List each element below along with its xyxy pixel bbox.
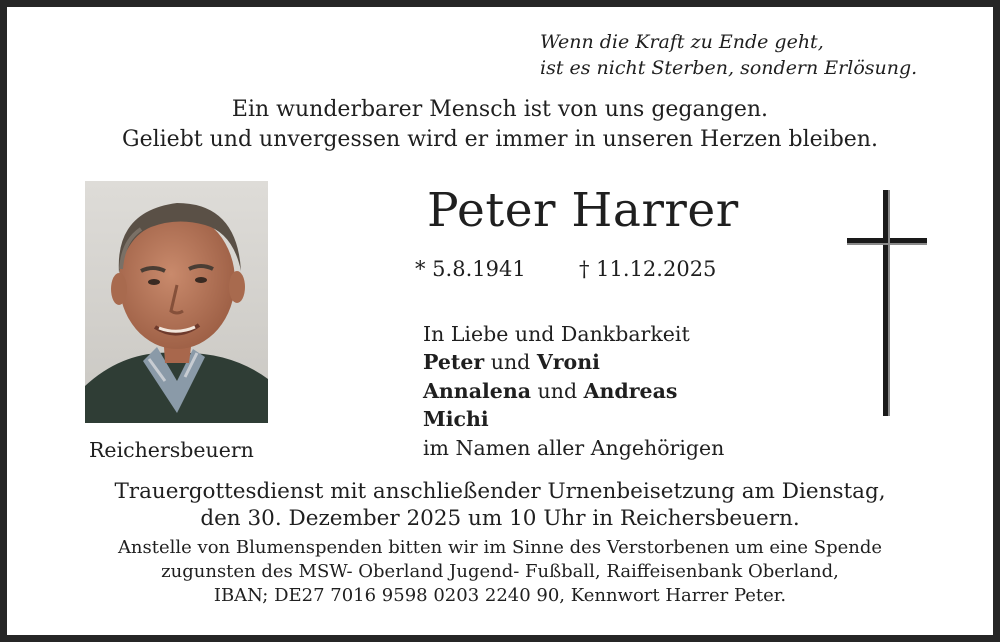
mourners-line-1	[423, 347, 600, 377]
portrait-photo	[85, 181, 268, 423]
donation-line-2: zugunsten des MSW- Oberland Jugend- Fußball, Raiffeisenbank Oberland,	[161, 561, 839, 582]
birth-date: * 5.8.1941	[415, 257, 526, 281]
mourner-name: Andreas	[583, 379, 678, 403]
deceased-name: Peter Harrer	[427, 183, 739, 238]
quote-line-1: Wenn die Kraft zu Ende geht,	[540, 31, 824, 53]
intro-line-1: Ein wunderbarer Mensch ist von uns gegangen.	[231, 97, 769, 122]
mourners-line-3	[423, 404, 489, 434]
service-line-1: Trauergottesdienst mit anschließender Urnenbeisetzung am Dienstag,	[114, 479, 886, 504]
donation-line-1: Anstelle von Blumenspenden bitten wir im Sinne des Verstorbenen um eine Spende	[117, 537, 883, 558]
mourner-connector: und	[537, 379, 578, 403]
service-line-2: den 30. Dezember 2025 um 10 Uhr in Reichersbeuern.	[200, 506, 800, 531]
mourner-name: Annalena	[423, 379, 532, 403]
quote-line-2: ist es nicht Sterben, sondern Erlösung.	[540, 57, 918, 79]
donation-line-3: IBAN; DE27 7016 9598 0203 2240 90, Kennwort Harrer Peter.	[213, 585, 787, 606]
mourner-name: Vroni	[536, 350, 600, 374]
place-label: Reichersbeuern	[89, 438, 254, 462]
mourners-line-2	[423, 376, 677, 406]
cross-icon	[847, 190, 927, 416]
mourners-intro: In Liebe und Dankbarkeit	[423, 322, 690, 346]
mourner-name: Peter	[423, 350, 485, 374]
portrait-illustration	[85, 181, 268, 423]
death-date: † 11.12.2025	[579, 257, 717, 281]
mourner-connector: und	[490, 350, 531, 374]
intro-line-2: Geliebt und unvergessen wird er immer in unseren Herzen bleiben.	[122, 127, 878, 152]
mourner-name: Michi	[423, 407, 489, 431]
mourners-closing: im Namen aller Angehörigen	[423, 436, 725, 460]
